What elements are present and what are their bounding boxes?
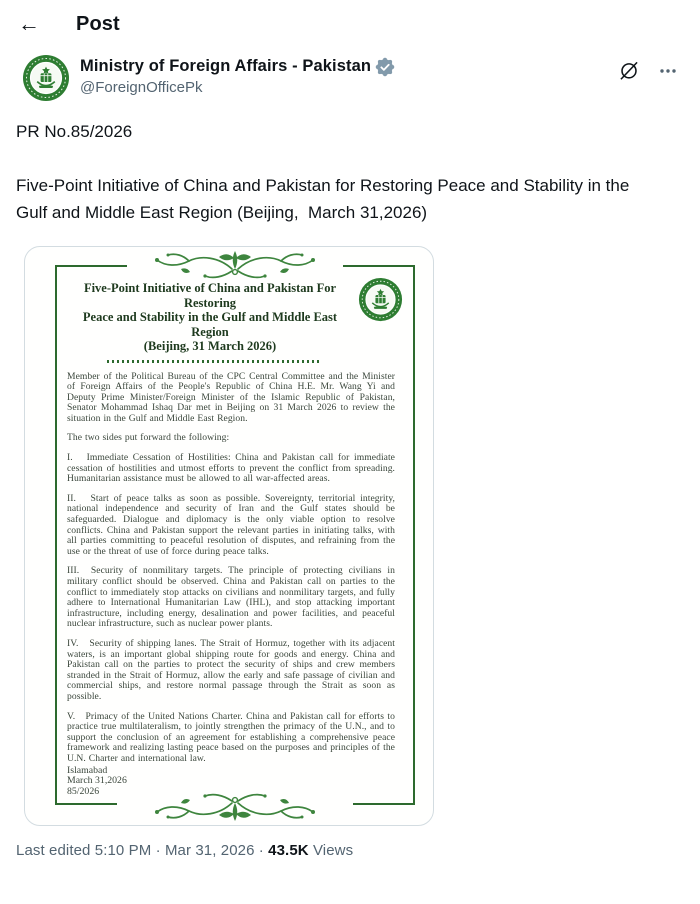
author-handle[interactable]: @ForeignOfficePk — [80, 79, 203, 96]
doc-paragraph-point1: I. Immediate Cessation of Hostilities: China and Pakistan call for immediate cessation of hostilities and utmost efforts to prevent the conflict from spreading. Humanitarian assistance must be allowed to all war-affected areas. — [67, 452, 395, 485]
doc-paragraph-point2: II. Start of peace talks as soon as possible. Sovereignty, territorial integrity, national independence and security of Iran and the Gulf states should be safeguarded. Dialogue and diplomacy is the only viable option to resolve conflicts. China and Pakistan support the relevant parties in initiating talks, with all parties committing to peaceful resolution of disputes, and refraining from the use or the threat of use of force during peace talks. — [67, 492, 395, 557]
signature-block — [67, 766, 127, 798]
doc-paragraph-intro: Member of the Political Bureau of the CPC Central Committee and the Minister of Foreign Affairs of the People's Republic of China H.E. Mr. Wang Yi and Deputy Prime Minister/Foreign Minister of the Islamic Republic of Pakistan, Senator Mohammad Ishaq Dar met in Beijing on 31 March 2026 to review the situation in the Gulf and Middle East Region. — [67, 370, 395, 424]
mofa-seal-logo-icon — [358, 277, 403, 322]
verified-badge-icon — [375, 57, 395, 77]
post-text — [0, 120, 700, 226]
back-arrow-icon: ← — [18, 11, 40, 36]
top-bar — [0, 0, 700, 46]
document-body — [67, 372, 399, 765]
views-label: Views — [308, 842, 354, 859]
document-title-line: Peace and Stability in the Gulf and Middle East Region — [82, 310, 338, 339]
doc-paragraph-point4: IV. Security of shipping lanes. The Strait of Hormuz, together with its adjacent waters, is an important global shipping route for goods and energy. China and Pakistan call on the parties to protect the security of ships and crew members stranded in the Strait of Hormuz, allow the early and safe passage of civilian and commercial ships, and restore normal passage through the Strait as soon as possible. — [67, 637, 395, 702]
tweet — [0, 46, 700, 859]
signature-place: Islamabad — [67, 764, 108, 776]
post-meta — [0, 826, 700, 859]
post-actions — [618, 54, 684, 82]
more-menu-icon[interactable] — [658, 61, 678, 81]
dotted-divider — [107, 360, 319, 363]
top-flourish-ornament-icon — [127, 249, 343, 283]
doc-paragraph-point5: V. Primacy of the United Nations Charter. China and Pakistan call for efforts to practice true multilateralism, to jointly strengthen the primacy of the U.N., and to support the conclusion of an agreement for establishing a comprehensive peace framework and realizing lasting peace based on the purposes and principles of the U.N. Charter and international law. — [67, 710, 395, 764]
post-text-line1: PR No.85/2026 — [16, 122, 133, 141]
edited-timestamp: Last edited 5:10 PM · Mar 31, 2026 · — [16, 842, 269, 859]
back-button[interactable] — [18, 12, 40, 36]
doc-paragraph-point3: III. Security of nonmilitary targets. The principle of protecting civilians in military conflict should be observed. China and Pakistan call on parties to the conflict to immediately stop attacks on civilians and nonmilitary targets, and fully adhere to International Humanitarian Law (IHL), and stop attacking important infrastructure, including energy, desalination and power facilities, and peaceful nuclear infrastructure, such as nuclear power plants. — [67, 565, 395, 630]
views-count: 43.5K — [268, 842, 309, 859]
document-title-line: Five-Point Initiative of China and Pakistan For Restoring — [83, 281, 337, 310]
signature-number: 85/2026 — [67, 786, 100, 798]
document-title-line: (Beijing, 31 March 2026) — [143, 339, 277, 353]
grok-icon[interactable] — [618, 60, 640, 82]
post-text-line2: Five-Point Initiative of China and Pakistan for Restoring Peace and Stability in the Gulf and Middle East Region (Beijing, March 31,2026) — [16, 176, 630, 222]
author-row — [0, 46, 700, 102]
author-name[interactable]: Ministry of Foreign Affairs - Pakistan — [80, 57, 372, 75]
attached-document-image[interactable] — [24, 246, 434, 826]
doc-paragraph-lead: The two sides put forward the following: — [67, 432, 230, 444]
document-header — [67, 281, 399, 354]
avatar[interactable] — [22, 54, 70, 102]
signature-date: March 31,2026 — [67, 775, 127, 787]
author-names — [80, 54, 618, 96]
document-title — [67, 281, 353, 354]
page-title: Post — [76, 12, 120, 35]
bottom-flourish-ornament-icon — [117, 789, 353, 823]
mofa-seal-avatar-icon — [22, 54, 70, 102]
document-green-frame — [55, 265, 415, 805]
